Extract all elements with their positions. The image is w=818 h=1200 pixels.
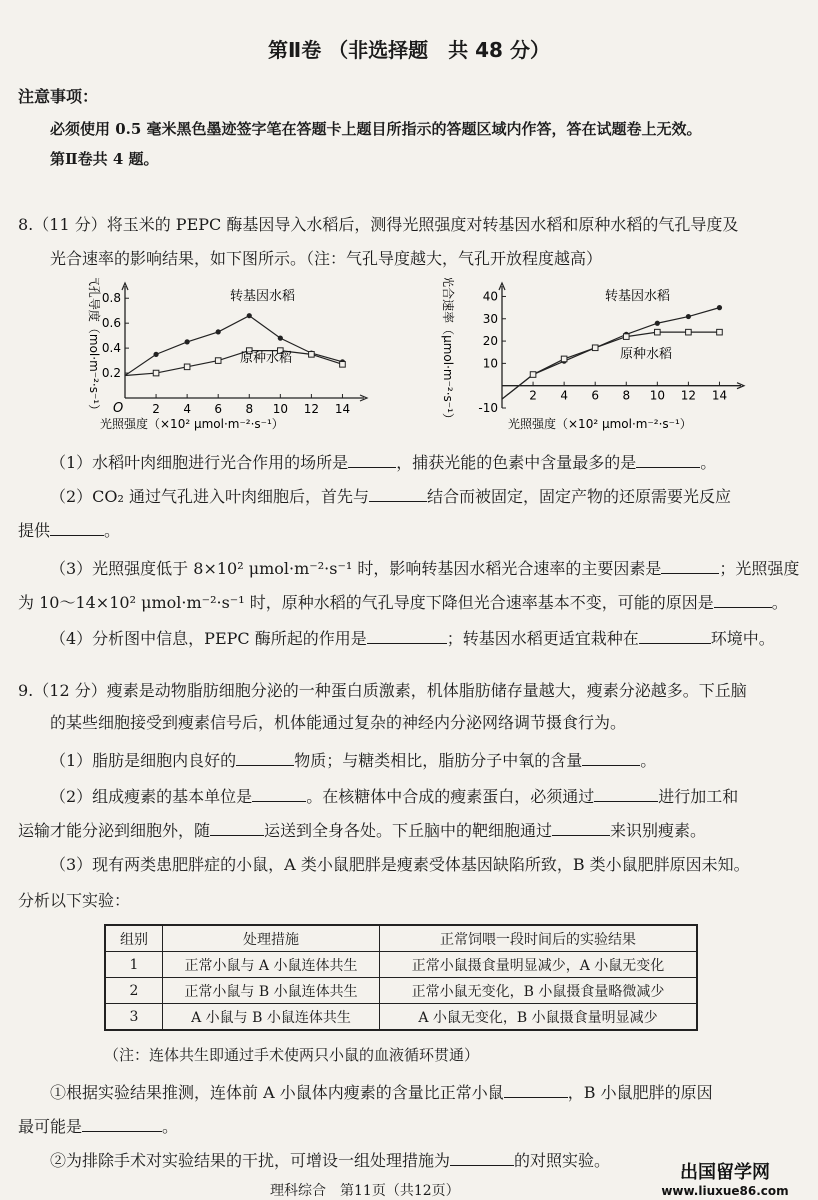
y-tick-label: 0.6 (101, 316, 121, 331)
series-label: 原种水稻 (620, 347, 673, 362)
data-point (686, 314, 691, 319)
table-header-row (105, 925, 697, 952)
x-tick-label: 6 (214, 402, 223, 416)
table-cell: 3 (105, 1004, 163, 1031)
data-point (247, 313, 252, 318)
data-point (185, 339, 190, 344)
answer-blank[interactable] (369, 487, 427, 502)
data-point (686, 329, 692, 335)
x-tick-label: 10 (272, 402, 288, 416)
data-point (592, 345, 598, 351)
table-cell: 1 (105, 952, 163, 978)
data-point (153, 352, 158, 357)
answer-blank[interactable] (210, 821, 264, 836)
table-header: 处理措施 (163, 925, 380, 952)
table-header: 组别 (105, 925, 163, 952)
data-point (215, 358, 221, 364)
answer-blank[interactable] (82, 1117, 162, 1132)
q9-part2-cont: 运输才能分泌到细胞外，随 运送到全身各处。下丘脑中的靶细胞通过 来识别瘦素。 (18, 821, 707, 840)
y-axis-label: 气孔导度（mol·m⁻²·s⁻¹） (87, 278, 101, 417)
x-axis-label: 光照强度（×10² μmol·m⁻²·s⁻¹） (100, 417, 284, 431)
site-brand (640, 1158, 810, 1198)
series-label: 转基因水稻 (605, 289, 671, 304)
brand-url: www.liuxue86.com (661, 1184, 789, 1198)
answer-blank[interactable] (714, 593, 772, 608)
x-tick-label: 4 (560, 388, 568, 403)
q9-part3-cont: 分析以下实验： (18, 891, 131, 910)
data-point (184, 364, 190, 370)
answer-blank[interactable] (582, 751, 640, 766)
table-cell: 正常小鼠与 A 小鼠连体共生 (163, 952, 380, 978)
data-point (717, 329, 723, 335)
q9-part3: （3）现有两类患肥胖症的小鼠，A 类小鼠肥胖是瘦素受体基因缺陷所致，B 类小鼠肥胖原因未知。 (50, 855, 750, 874)
q9-stem-line-2: 的某些细胞接受到瘦素信号后，机体能通过复杂的神经内分泌网络调节摄食行为。 (50, 713, 627, 732)
data-point (278, 336, 283, 341)
y-axis-label: 光合速率（μmol·m⁻²·s⁻¹） (441, 278, 455, 425)
answer-blank[interactable] (348, 453, 396, 468)
notice-heading: 注意事项： (18, 87, 99, 106)
x-tick-label: 10 (649, 388, 665, 403)
answer-blank[interactable] (552, 821, 610, 836)
x-tick-label: 14 (334, 402, 351, 416)
table-cell: 正常小鼠无变化，B 小鼠摄食量略微减少 (380, 978, 698, 1004)
x-axis-label: 光照强度（×10² μmol·m⁻²·s⁻¹） (508, 417, 692, 431)
q8-part4: （4）分析图中信息，PEPC 酶所起的作用是 ；转基因水稻更适宜栽种在 环境中。 (50, 629, 775, 648)
notice-line-2: 第Ⅱ卷共 4 题。 (50, 150, 159, 168)
table-header: 正常饲喂一段时间后的实验结果 (380, 925, 698, 952)
q8-part3-cont: 为 10～14×10² μmol·m⁻²·s⁻¹ 时，原种水稻的气孔导度下降但光合速率基本不变，可能的原因是 。 (18, 593, 788, 612)
data-point (216, 329, 221, 334)
answer-blank[interactable] (594, 787, 658, 802)
q8-part2: （2）CO₂ 通过气孔进入叶肉细胞后，首先与 结合而被固定，固定产物的还原需要光反应 (50, 487, 732, 506)
data-point (530, 372, 536, 378)
answer-blank[interactable] (50, 521, 104, 536)
q9-sub1: ①根据实验结果推测，连体前 A 小鼠体内瘦素的含量比正常小鼠 ，B 小鼠肥胖的原因 (50, 1083, 713, 1102)
table-cell: A 小鼠无变化，B 小鼠摄食量明显减少 (380, 1004, 698, 1031)
series-label: 原种水稻 (240, 351, 293, 366)
x-tick-label: 14 (711, 388, 728, 403)
y-tick-label: 30 (482, 311, 498, 326)
answer-blank[interactable] (639, 629, 711, 644)
q9-sub1-cont: 最可能是 。 (18, 1117, 179, 1136)
y-tick-label: -10 (478, 401, 498, 415)
q9-part2: （2）组成瘦素的基本单位是 。在核糖体中合成的瘦素蛋白，必须通过 进行加工和 (50, 787, 739, 806)
data-point (623, 334, 629, 340)
data-point (340, 362, 346, 368)
y-tick-label: 0.4 (101, 341, 121, 356)
table-cell: A 小鼠与 B 小鼠连体共生 (163, 1004, 380, 1031)
table-row (105, 978, 697, 1004)
answer-blank[interactable] (636, 453, 700, 468)
table-row (105, 1004, 697, 1031)
y-tick-label: 40 (482, 289, 498, 304)
series-line-0 (125, 316, 342, 376)
experiment-table (104, 924, 698, 1031)
answer-blank[interactable] (236, 751, 294, 766)
page-footer: 理科综合 第11页（共12页） (270, 1183, 460, 1199)
data-point (655, 329, 661, 335)
answer-blank[interactable] (450, 1151, 514, 1166)
table-cell: 正常小鼠与 B 小鼠连体共生 (163, 978, 380, 1004)
y-tick-label: 0.8 (101, 291, 121, 306)
x-tick-label: 8 (622, 388, 631, 403)
q9-part1: （1）脂肪是细胞内良好的 物质；与糖类相比，脂肪分子中氧的含量 。 (50, 751, 657, 770)
y-tick-label: 0.2 (101, 366, 121, 381)
answer-blank[interactable] (252, 787, 306, 802)
stomatal-conductance-chart (40, 278, 380, 442)
data-point (655, 321, 660, 326)
x-tick-label: 2 (529, 388, 537, 403)
brand-name: 出国留学网 (680, 1162, 770, 1183)
x-tick-label: 2 (152, 402, 160, 416)
table-cell: 正常小鼠摄食量明显减少，A 小鼠无变化 (380, 952, 698, 978)
section-title: 第Ⅱ卷 （非选择题 共 48 分） (268, 38, 550, 62)
x-tick-label: 6 (591, 388, 600, 403)
data-point (153, 370, 159, 376)
series-label: 转基因水稻 (230, 289, 296, 304)
photosynthesis-rate-chart (430, 278, 770, 442)
y-tick-label: 10 (482, 356, 498, 371)
x-tick-label: 12 (680, 388, 697, 403)
y-tick-label: 20 (482, 334, 498, 349)
table-note: （注：连体共生即通过手术使两只小鼠的血液循环贯通） (104, 1046, 480, 1064)
q9-stem-line-1: 9.（12 分）瘦素是动物脂肪细胞分泌的一种蛋白质激素，机体脂肪储存量越大，瘦素分泌越多。下丘脑 (18, 681, 747, 700)
q8-part1: （1）水稻叶肉细胞进行光合作用的场所是 ，捕获光能的色素中含量最多的是 。 (50, 453, 717, 472)
data-point (561, 356, 567, 362)
q8-stem-line-1: 8.（11 分）将玉米的 PEPC 酶基因导入水稻后，测得光照强度对转基因水稻和原种水稻的气孔导度及 (18, 215, 739, 234)
x-tick-label: 4 (183, 402, 191, 416)
answer-blank[interactable] (504, 1083, 568, 1098)
q8-part2-cont: 提供 。 (18, 521, 121, 540)
data-point (717, 305, 722, 310)
x-tick-label: 12 (303, 402, 320, 416)
q8-stem-line-2: 光合速率的影响结果，如下图所示。（注：气孔导度越大，气孔开放程度越高） (50, 249, 603, 268)
origin-label: O (113, 401, 124, 416)
data-point (309, 352, 315, 358)
answer-blank[interactable] (661, 559, 719, 574)
answer-blank[interactable] (367, 629, 447, 644)
table-cell: 2 (105, 978, 163, 1004)
table-row (105, 952, 697, 978)
notice-line-1: 必须使用 0.5 毫米黑色墨迹签字笔在答题卡上题目所指示的答题区域内作答，答在试题卷上无效。 (50, 120, 702, 138)
q8-part3: （3）光照强度低于 8×10² μmol·m⁻²·s⁻¹ 时，影响转基因水稻光合速率的主要因素是 ；光照强度 (50, 559, 800, 578)
q9-sub2: ②为排除手术对实验结果的干扰，可增设一组处理措施为 的对照实验。 (50, 1151, 611, 1170)
x-tick-label: 8 (245, 402, 254, 416)
